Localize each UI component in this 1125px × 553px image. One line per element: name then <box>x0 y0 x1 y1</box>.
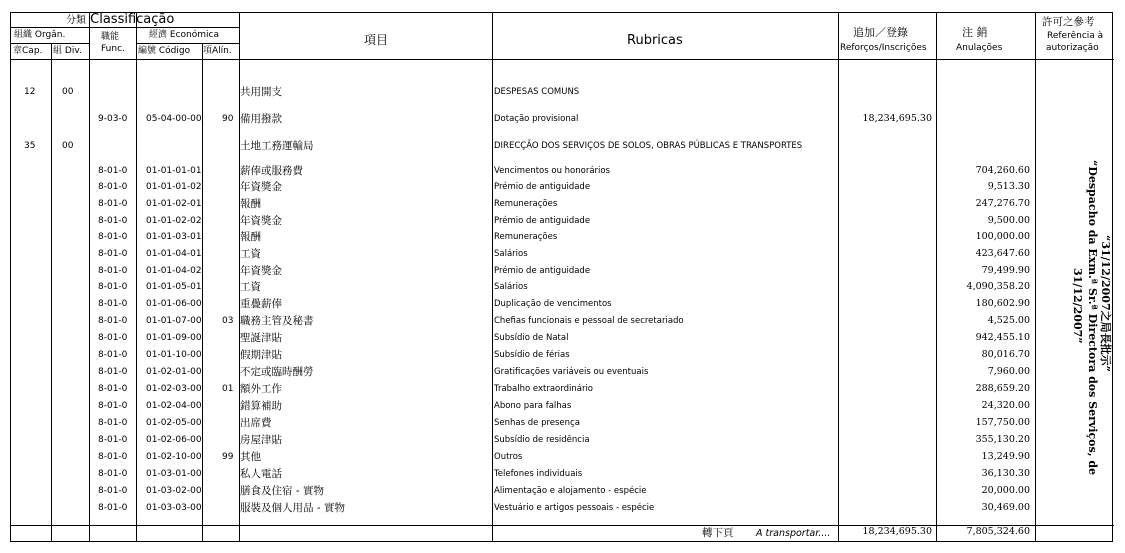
cell-anulacao: 247,276.70 <box>975 198 1030 209</box>
cell-cap <box>24 179 64 195</box>
cell-item-zh: 假期津貼 <box>240 349 282 361</box>
cell-item-zh: 其他 <box>240 451 261 463</box>
header-ref-zh: 許可之參考 <box>1042 16 1095 28</box>
header-div-zh: 組 <box>53 46 63 56</box>
header-rubricas: Rubricas <box>627 33 683 48</box>
cell-cap: 35 <box>24 141 36 151</box>
cell-func: 8-01-0 <box>98 232 128 242</box>
cell-alinea <box>222 483 236 499</box>
cell-cap <box>24 213 64 229</box>
cell-anulacao: 100,000.00 <box>975 231 1030 242</box>
header-funcional-zh: 職能 <box>101 32 120 42</box>
cell-anulacao: 80,016.70 <box>981 349 1030 360</box>
cell-reforco <box>838 263 932 279</box>
cell-alinea <box>222 163 236 179</box>
cell-cap <box>24 483 64 499</box>
cell-anulacao <box>936 111 1030 127</box>
cell-rubrica: Outros <box>494 452 523 462</box>
cell-func: 8-01-0 <box>98 249 128 259</box>
cell-item-zh: 年資獎金 <box>240 215 282 227</box>
cell-cap <box>24 347 64 363</box>
cell-func: 8-01-0 <box>98 367 128 377</box>
cell-anulacao: 4,090,358.20 <box>966 281 1030 292</box>
cell-reforco <box>838 138 932 154</box>
cell-codigo: 01-02-06-00 <box>146 435 202 445</box>
cell-item-zh: 報酬 <box>240 198 261 210</box>
cell-alinea: 90 <box>222 114 234 124</box>
header-alinea <box>203 47 232 56</box>
cell-cap <box>24 330 64 346</box>
cell-alinea <box>222 415 236 431</box>
cell-item-zh: 私人電話 <box>240 468 282 480</box>
header-classificacao-zh: 分類 <box>66 15 86 26</box>
cell-codigo: 01-03-03-00 <box>146 503 202 513</box>
header-ref-pt1: Referência à <box>1047 31 1104 41</box>
cell-func: 8-01-0 <box>98 503 128 513</box>
cell-rubrica: Remunerações <box>494 199 558 209</box>
cell-codigo: 01-01-01-01 <box>146 166 202 176</box>
cell-div <box>62 229 92 245</box>
cell-cap: 12 <box>24 87 36 97</box>
cell-alinea: 03 <box>222 316 234 326</box>
cell-reforco <box>838 213 932 229</box>
cell-div <box>62 449 92 465</box>
cell-reforco <box>838 246 932 262</box>
cell-rubrica: DESPESAS COMUNS <box>494 87 580 97</box>
cell-alinea <box>222 364 236 380</box>
cell-alinea <box>222 179 236 195</box>
cell-rubrica: Salários <box>494 249 528 259</box>
cell-div <box>62 163 92 179</box>
cell-anulacao: 4,525.00 <box>987 315 1030 326</box>
cell-anulacao: 180,602.90 <box>975 298 1030 309</box>
cell-cap <box>24 449 64 465</box>
cell-alinea <box>222 263 236 279</box>
cell-func: 8-01-0 <box>98 316 128 326</box>
cell-codigo: 01-02-01-00 <box>146 367 202 377</box>
authorization-line3: 31/12/2007” <box>1071 268 1084 344</box>
cell-cap <box>24 398 64 414</box>
cell-rubrica: DIRECÇÃO DOS SERVIÇOS DE SOLOS, OBRAS PÚBLICAS E TRANSPORTES <box>494 141 803 151</box>
header-economica-zh: 經濟 <box>149 30 168 40</box>
cell-item-zh: 年資獎金 <box>240 181 282 193</box>
cell-rubrica: Alimentação e alojamento - espécie <box>494 486 647 496</box>
cell-reforco <box>838 347 932 363</box>
cell-reforco <box>838 279 932 295</box>
cell-div <box>62 246 92 262</box>
cell-func <box>98 84 138 100</box>
cell-rubrica: Subsídio de férias <box>494 350 570 360</box>
cell-anulacao: 24,320.00 <box>981 400 1030 411</box>
cell-item-zh: 房屋津貼 <box>240 434 282 446</box>
cell-rubrica: Subsídio de residência <box>494 435 590 445</box>
cell-func: 8-01-0 <box>98 333 128 343</box>
cell-codigo: 01-01-01-02 <box>146 182 202 192</box>
cell-anulacao: 355,130.20 <box>975 434 1030 445</box>
cell-cap <box>24 381 64 397</box>
cell-anulacao: 704,260.60 <box>975 165 1030 176</box>
cell-alinea <box>222 500 236 516</box>
cell-anulacao: 20,000.00 <box>981 485 1030 496</box>
cell-reforco <box>838 398 932 414</box>
row-divider <box>11 27 239 28</box>
cell-cap <box>24 163 64 179</box>
cell-rubrica: Gratificações variáveis ou eventuais <box>494 367 649 377</box>
cell-rubrica: Vestuário e artigos pessoais - espécie <box>494 503 655 513</box>
cell-rubrica: Abono para falhas <box>494 401 572 411</box>
cell-item-zh: 重疊薪俸 <box>240 298 282 310</box>
cell-div: 00 <box>62 141 74 151</box>
cell-rubrica: Telefones individuais <box>494 469 583 479</box>
cell-codigo: 01-02-10-00 <box>146 452 202 462</box>
cell-codigo: 01-02-03-00 <box>146 384 202 394</box>
cell-alinea <box>222 398 236 414</box>
cell-codigo: 01-01-10-00 <box>146 350 202 360</box>
header-classificacao <box>66 13 174 26</box>
footer-top <box>11 525 1114 526</box>
cell-codigo <box>146 84 206 100</box>
cell-reforco <box>838 449 932 465</box>
header-cap <box>13 47 42 56</box>
cell-codigo: 01-03-02-00 <box>146 486 202 496</box>
cell-div <box>62 483 92 499</box>
cell-reforco <box>838 84 932 100</box>
cell-codigo: 01-01-03-01 <box>146 232 202 242</box>
cell-reforco <box>838 415 932 431</box>
cell-codigo: 01-02-04-00 <box>146 401 202 411</box>
cell-anulacao <box>936 138 1030 154</box>
cell-div <box>62 263 92 279</box>
cell-alinea <box>222 432 236 448</box>
header-organica <box>14 31 65 40</box>
cell-cap <box>24 466 64 482</box>
cell-func: 8-01-0 <box>98 486 128 496</box>
cell-codigo: 01-01-05-01 <box>146 282 202 292</box>
cell-reforco <box>838 313 932 329</box>
header-ref-pt2: autorização <box>1046 43 1099 53</box>
cell-cap <box>24 111 64 127</box>
footer-total-anulacao: 7,805,324.60 <box>966 526 1030 537</box>
cell-div <box>62 347 92 363</box>
cell-div <box>62 330 92 346</box>
cell-rubrica: Subsídio de Natal <box>494 333 569 343</box>
cell-codigo: 01-01-02-01 <box>146 199 202 209</box>
header-reforcos-pt: Reforços/Inscrições <box>840 43 927 53</box>
cell-item-zh: 薪俸或服務費 <box>240 165 303 177</box>
cell-func: 8-01-0 <box>98 401 128 411</box>
header-anulacoes-zh: 注 銷 <box>962 26 988 39</box>
header-codigo-pt: Código <box>158 46 191 56</box>
header-organica-zh: 組織 <box>14 30 33 40</box>
cell-item-zh: 土地工務運輸局 <box>240 140 314 152</box>
header-bottom <box>11 59 1114 60</box>
cell-reforco <box>838 381 932 397</box>
cell-div <box>62 381 92 397</box>
cell-div <box>62 313 92 329</box>
cell-codigo: 01-01-07-00 <box>146 316 202 326</box>
cell-cap <box>24 296 64 312</box>
cell-rubrica: Trabalho extraordinário <box>494 384 594 394</box>
cell-item-zh: 額外工作 <box>240 383 282 395</box>
cell-alinea <box>222 296 236 312</box>
cell-anulacao: 7,960.00 <box>987 366 1030 377</box>
cell-item-zh: 錯算補助 <box>240 400 282 412</box>
cell-cap <box>24 364 64 380</box>
cell-cap <box>24 500 64 516</box>
header-classificacao-pt: Classificação <box>90 12 175 27</box>
footer-total-reforco: 18,234,695.30 <box>862 526 932 537</box>
cell-codigo <box>146 138 206 154</box>
cell-func: 8-01-0 <box>98 469 128 479</box>
cell-alinea: 01 <box>222 384 234 394</box>
cell-codigo: 01-03-01-00 <box>146 469 202 479</box>
cell-reforco <box>838 364 932 380</box>
cell-func: 8-01-0 <box>98 266 128 276</box>
header-organica-pt: Orgân. <box>34 30 66 40</box>
cell-alinea <box>222 138 236 154</box>
header-reforcos-zh: 追加／登錄 <box>853 26 908 39</box>
cell-rubrica: Duplicação de vencimentos <box>494 299 612 309</box>
cell-reforco <box>838 296 932 312</box>
authorization-reference <box>1030 160 1112 476</box>
cell-cap <box>24 263 64 279</box>
cell-func: 8-01-0 <box>98 435 128 445</box>
cell-cap <box>24 279 64 295</box>
cell-codigo: 01-01-06-00 <box>146 299 202 309</box>
header-economica <box>149 31 219 40</box>
authorization-line1: “31/12/2007之局長批示” <box>1099 235 1112 372</box>
cell-rubrica: Chefias funcionais e pessoal de secretariado <box>494 316 684 326</box>
cell-div <box>62 279 92 295</box>
cell-div <box>62 466 92 482</box>
cell-item-zh: 報酬 <box>240 231 261 243</box>
header-economica-pt: Económica <box>169 30 219 40</box>
cell-anulacao: 9,513.30 <box>987 181 1030 192</box>
footer-transport-zh: 轉下頁 <box>702 527 734 539</box>
header-alinea-pt: Alín. <box>212 46 232 56</box>
cell-div: 00 <box>62 87 74 97</box>
cell-alinea <box>222 466 236 482</box>
header-cap-zh: 章 <box>13 46 23 56</box>
header-item-zh: 項目 <box>364 33 389 47</box>
cell-codigo: 01-01-04-02 <box>146 266 202 276</box>
cell-div <box>62 296 92 312</box>
header-codigo-zh: 編號 <box>138 46 157 56</box>
cell-func: 9-03-0 <box>98 114 128 124</box>
cell-func <box>98 138 138 154</box>
cell-reforco <box>838 196 932 212</box>
cell-reforco <box>838 179 932 195</box>
cell-rubrica: Salários <box>494 282 528 292</box>
cell-anulacao: 157,750.00 <box>975 417 1030 428</box>
cell-alinea <box>222 246 236 262</box>
cell-rubrica: Senhas de presença <box>494 418 580 428</box>
cell-func: 8-01-0 <box>98 216 128 226</box>
cell-reforco <box>838 466 932 482</box>
cell-reforco: 18,234,695.30 <box>862 113 932 124</box>
cell-div <box>62 398 92 414</box>
cell-reforco <box>838 163 932 179</box>
cell-div <box>62 364 92 380</box>
cell-anulacao: 79,499.90 <box>981 265 1030 276</box>
cell-div <box>62 111 92 127</box>
cell-div <box>62 500 92 516</box>
cell-func: 8-01-0 <box>98 350 128 360</box>
cell-item-zh: 膳食及住宿 - 實物 <box>240 485 324 497</box>
cell-alinea <box>222 347 236 363</box>
cell-rubrica: Vencimentos ou honorários <box>494 166 611 176</box>
cell-anulacao: 13,249.90 <box>981 451 1030 462</box>
cell-func: 8-01-0 <box>98 418 128 428</box>
header-codigo <box>138 47 190 56</box>
header-funcional-pt: Func. <box>101 44 125 54</box>
cell-alinea <box>222 330 236 346</box>
cell-anulacao: 30,469.00 <box>981 502 1030 513</box>
cell-item-zh: 出席費 <box>240 417 272 429</box>
cell-rubrica: Prémio de antiguidade <box>494 266 591 276</box>
row-divider <box>11 43 89 44</box>
cell-anulacao: 36,130.30 <box>981 468 1030 479</box>
cell-alinea <box>222 84 236 100</box>
header-div-pt: Div. <box>64 46 82 56</box>
cell-item-zh: 工資 <box>240 281 261 293</box>
cell-codigo: 01-02-05-00 <box>146 418 202 428</box>
cell-codigo: 01-01-02-02 <box>146 216 202 226</box>
cell-reforco <box>838 330 932 346</box>
cell-item-zh: 共用開支 <box>240 86 282 98</box>
footer-transport-pt: A transportar.... <box>756 528 831 539</box>
cell-alinea <box>222 196 236 212</box>
cell-anulacao <box>936 84 1030 100</box>
cell-codigo: 05-04-00-00 <box>146 114 202 124</box>
cell-anulacao: 423,647.60 <box>975 248 1030 259</box>
cell-func: 8-01-0 <box>98 452 128 462</box>
cell-cap <box>24 313 64 329</box>
cell-func: 8-01-0 <box>98 299 128 309</box>
header-cap-pt: Cap. <box>22 46 43 56</box>
cell-alinea <box>222 213 236 229</box>
cell-div <box>62 432 92 448</box>
cell-reforco <box>838 229 932 245</box>
header-alinea-zh: 項 <box>203 46 213 56</box>
cell-func: 8-01-0 <box>98 282 128 292</box>
cell-cap <box>24 415 64 431</box>
cell-anulacao: 9,500.00 <box>987 215 1030 226</box>
cell-cap <box>24 196 64 212</box>
cell-cap <box>24 432 64 448</box>
cell-div <box>62 213 92 229</box>
cell-div <box>62 415 92 431</box>
cell-rubrica: Dotação provisional <box>494 114 579 124</box>
cell-anulacao: 288,659.20 <box>975 383 1030 394</box>
cell-reforco <box>838 500 932 516</box>
cell-rubrica: Prémio de antiguidade <box>494 182 591 192</box>
cell-alinea <box>222 229 236 245</box>
cell-anulacao: 942,455.10 <box>975 332 1030 343</box>
cell-item-zh: 備用撥款 <box>240 113 282 125</box>
cell-cap <box>24 246 64 262</box>
row-divider <box>136 43 239 44</box>
cell-item-zh: 職務主管及秘書 <box>240 315 314 327</box>
cell-func: 8-01-0 <box>98 182 128 192</box>
cell-item-zh: 聖誕津貼 <box>240 332 282 344</box>
cell-div <box>62 179 92 195</box>
header-div <box>53 47 82 56</box>
cell-func: 8-01-0 <box>98 384 128 394</box>
authorization-line2: “Despacho da Exm.ª Sr.ª Directora dos Serviços, de <box>1086 160 1099 476</box>
cell-codigo: 01-01-09-00 <box>146 333 202 343</box>
cell-func: 8-01-0 <box>98 166 128 176</box>
cell-div <box>62 196 92 212</box>
header-anulacoes-pt: Anulações <box>956 43 1003 53</box>
cell-reforco <box>838 483 932 499</box>
cell-item-zh: 服裝及個人用品 - 實物 <box>240 502 345 514</box>
cell-item-zh: 不定或臨時酬勞 <box>240 366 314 378</box>
cell-reforco <box>838 432 932 448</box>
cell-item-zh: 工資 <box>240 248 261 260</box>
cell-cap <box>24 229 64 245</box>
col-divider <box>492 13 493 541</box>
cell-rubrica: Remunerações <box>494 232 558 242</box>
cell-alinea: 99 <box>222 452 234 462</box>
cell-codigo: 01-01-04-01 <box>146 249 202 259</box>
cell-func: 8-01-0 <box>98 199 128 209</box>
cell-rubrica: Prémio de antiguidade <box>494 216 591 226</box>
cell-item-zh: 年資獎金 <box>240 265 282 277</box>
cell-alinea <box>222 279 236 295</box>
